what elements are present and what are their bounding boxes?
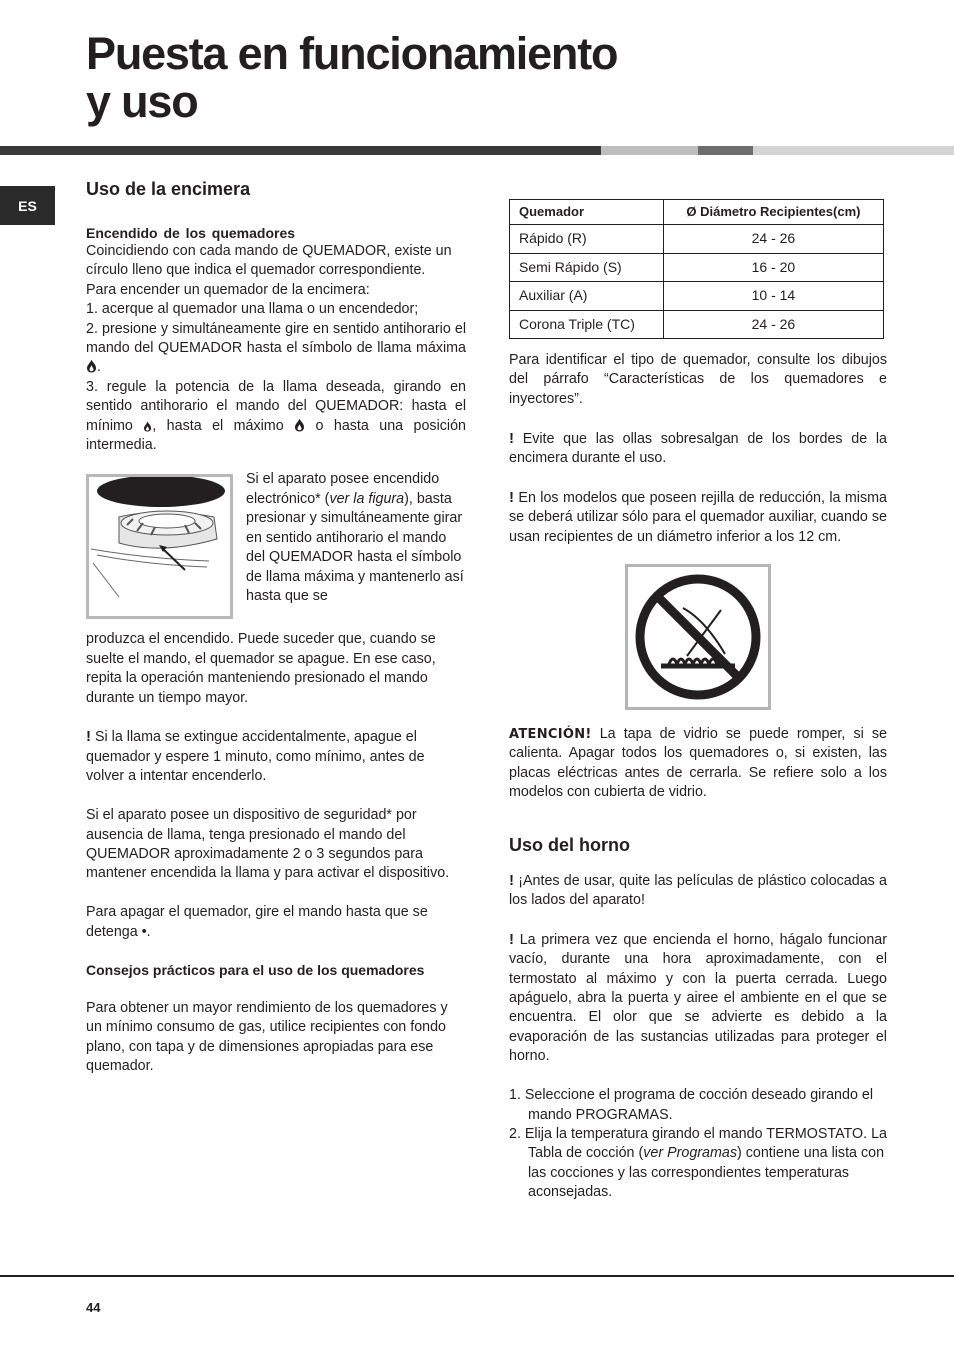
table-header-row [510, 200, 884, 225]
paragraph: Para apagar el quemador, gire el mando hasta que se detenga •. [86, 904, 428, 940]
table-cell: Rápido (R) [510, 225, 664, 254]
warning-text: Si la llama se extingue accidentalmente, apague el quemador y espere 1 minuto, como mínimo, antes de volver a intentar encenderlo. [86, 729, 425, 785]
warning-paragraph [509, 930, 887, 1067]
warning-paragraph [509, 488, 887, 547]
table-row [510, 253, 884, 282]
paragraph-text: Si el aparato posee encendido electrónico* ( [246, 471, 440, 507]
warning-text: La primera vez que encienda el horno, hágalo funcionar vacío, durante una hora aproximadamente, con el termostato al máximo y con la puerta cerrada. Luego apáguelo, abra la puerta y airee el ambiente en el que se encuentra. El olor que se advierte es debido a la evaporación de las sustancias utilizadas para proteger el horno. [509, 931, 887, 1065]
left-column [86, 177, 466, 1076]
subheading-ignition: Encendido de los quemadores [86, 225, 296, 241]
paragraph: Para identificar el tipo de quemador, consulte los dibujos del párrafo “Características de los quemadores e inyectores”. [509, 352, 887, 407]
paragraph: Si el aparato posee un dispositivo de seguridad* por ausencia de llama, tenga presionado el mando del QUEMADOR aproximadamente 2 o 3 segundos para mantener encendida la llama y para activar el dispositivo. [86, 807, 450, 882]
paragraph-text: 3. regule la potencia de la llama deseada, girando en sentido antihorario el mando del QUEMADOR: hasta el mínimo [86, 378, 466, 434]
warning-mark: ! [509, 930, 514, 948]
page-title [86, 30, 617, 126]
paragraph: produzca el encendido. Puede suceder que, cuando se suelte el mando, el quemador se apague. En ese caso, repita la operación manteniendo presionado el mando durante un tiempo mayor. [86, 631, 436, 706]
warning-text: Evite que las ollas sobresalgan de los bordes de la encimera durante el uso. [509, 430, 887, 467]
page-title-line2: y uso [86, 76, 198, 127]
flame-min-icon [143, 421, 152, 432]
attention-label: ATENCIÓN! [509, 727, 592, 743]
section-title-oven: Uso del horno [509, 834, 630, 855]
paragraph: 1. acerque al quemador una llama o un encendedor; [86, 301, 419, 318]
header-rule-dark [0, 146, 601, 155]
table-cell: Corona Triple (TC) [510, 310, 664, 339]
list-item-reference: ver Programas [643, 1145, 737, 1162]
table-row [510, 310, 884, 339]
paragraph: 2. presione y simultáneamente gire en sentido antihorario el mando del QUEMADOR hasta el símbolo de llama máxima . [86, 320, 466, 376]
attention-text: La tapa de vidrio se puede romper, si se calienta. Apagar todos los quemadores o, si existen, las placas eléctricas antes de cerrarla. Se refiere solo a los modelos con cubierta de vidrio. [509, 726, 887, 801]
warning-mark: ! [509, 429, 514, 447]
right-column [509, 199, 887, 1203]
table-cell: 16 - 20 [663, 253, 883, 282]
paragraph-text: 2. presione y simultáneamente gire en sentido antihorario el mando del QUEMADOR hasta el símbolo de llama máxima [86, 320, 466, 357]
warning-paragraph [509, 429, 887, 469]
table-cell: Auxiliar (A) [510, 282, 664, 311]
warning-mark: ! [86, 728, 91, 746]
header-rule-grey [601, 146, 698, 155]
figure-reference: ver la figura [329, 490, 405, 507]
warning-text: En los modelos que poseen rejilla de reducción, la misma se deberá utilizar sólo para el quemador auxiliar, cuando se usan recipientes de un diámetro inferior a los 12 cm. [509, 489, 887, 545]
paragraph-text: , hasta el máximo [152, 417, 284, 434]
table-row [510, 282, 884, 311]
paragraph: Para obtener un mayor rendimiento de los quemadores y un mínimo consumo de gas, utilice recipientes con fondo plano, con tapa y de dimensiones apropiadas para ese quemador. [86, 999, 448, 1074]
list-item: 1. Seleccione el programa de cocción deseado girando el mando PROGRAMAS. [509, 1087, 874, 1123]
page-title-line1: Puesta en funcionamiento [86, 28, 618, 79]
paragraph [86, 378, 466, 456]
header-rule-light [753, 146, 954, 155]
paragraph-text: o hasta una posición intermedia. [86, 417, 466, 454]
header-rule-mid [698, 146, 753, 155]
table-cell: 10 - 14 [663, 282, 883, 311]
warning-paragraph [509, 871, 887, 911]
no-heat-glass-lid-sign-icon [625, 564, 771, 710]
paragraph-text: ), basta presionar y simultáneamente girar en sentido antihorario el mando del QUEMADOR hasta el símbolo de llama máxima y mantenerlo así hasta que se [246, 490, 464, 604]
list-item [509, 1125, 887, 1203]
attention-paragraph [509, 725, 887, 803]
table-header-cell: Ø Diámetro Recipientes(cm) [663, 200, 883, 225]
electronic-ignition-text [246, 470, 466, 606]
page-number: 44 [86, 1300, 101, 1315]
table-header-cell: Quemador [510, 200, 664, 225]
language-tab: ES [0, 186, 55, 225]
warning-mark: ! [509, 871, 514, 889]
warning-mark: ! [509, 488, 514, 506]
flame-max-icon [294, 418, 305, 432]
footer-rule [0, 1275, 954, 1277]
warning-paragraph [86, 727, 466, 786]
table-cell: 24 - 26 [663, 225, 883, 254]
table-cell: 24 - 26 [663, 310, 883, 339]
table-cell: Semi Rápido (S) [510, 253, 664, 282]
paragraph: Coincidiendo con cada mando de QUEMADOR, existe un círculo lleno que indica el quemador correspondiente. [86, 243, 452, 279]
table-row [510, 225, 884, 254]
list-item-text: ) contiene una lista con las cocciones y las correspondientes temperaturas aconsejadas. [528, 1145, 885, 1201]
section-title-hob: Uso de la encimera [86, 179, 251, 199]
paragraph: Para encender un quemador de la encimera: [86, 281, 370, 298]
burner-figure-block [86, 471, 466, 630]
list-item-text: 2. Elija la temperatura girando el mando TERMOSTATO. La Tabla de cocción ( [509, 1125, 887, 1162]
burner-ignition-illustration [86, 474, 233, 619]
flame-max-icon [86, 359, 97, 373]
warning-text: ¡Antes de usar, quite las películas de plástico colocadas a los lados del aparato! [509, 872, 887, 909]
subheading-tips: Consejos prácticos para el uso de los quemadores [86, 962, 425, 979]
burner-diameter-table [509, 199, 884, 339]
